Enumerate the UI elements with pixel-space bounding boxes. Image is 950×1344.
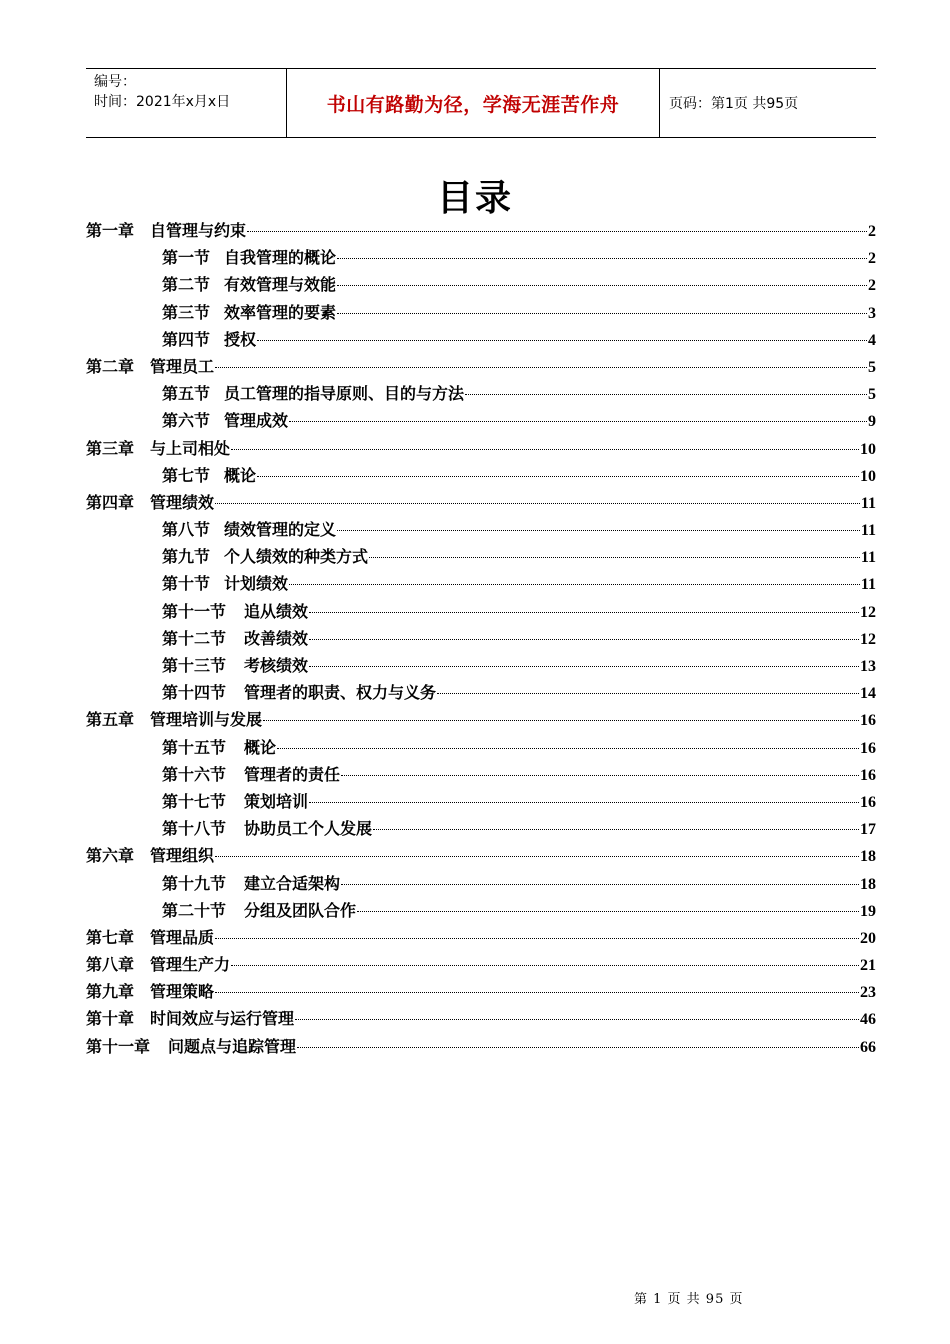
toc-section-entry[interactable] [86, 788, 876, 815]
toc-entry-page: 3 [868, 304, 876, 322]
toc-section-entry[interactable] [86, 897, 876, 924]
toc-section-entry[interactable] [86, 516, 876, 543]
toc-entry-page: 11 [860, 576, 876, 594]
toc-dot-leader [215, 503, 860, 504]
toc-dot-leader [437, 693, 859, 694]
toc-entry-page: 16 [860, 712, 876, 730]
toc-entry-title: 员工管理的指导原则、目的与方法 [224, 384, 465, 404]
toc-entry-page: 2 [868, 277, 876, 295]
toc-entry-number: 第二章 [86, 356, 135, 376]
toc-entry-title: 概论 [224, 465, 257, 485]
toc-dot-leader [231, 965, 859, 966]
toc-dot-leader [373, 829, 859, 830]
toc-entry-page: 5 [868, 358, 876, 376]
toc-section-entry[interactable] [86, 271, 876, 298]
toc-entry-title: 管理成效 [224, 411, 289, 431]
toc-dot-leader [215, 938, 859, 939]
toc-entry-number: 第五章 [86, 710, 135, 730]
toc-entry-page: 19 [860, 902, 876, 920]
header-page-info: 页码：第1页 共95页 [669, 96, 799, 112]
toc-entry-number: 第六章 [86, 846, 135, 866]
toc-entry-title: 分组及团队合作 [244, 900, 357, 920]
toc-chapter-entry[interactable] [86, 353, 876, 380]
toc-entry-title: 自我管理的概论 [224, 248, 337, 268]
toc-section-entry[interactable] [86, 761, 876, 788]
toc-entry-page: 21 [860, 957, 876, 975]
toc-chapter-entry[interactable] [86, 706, 876, 733]
toc-section-entry[interactable] [86, 815, 876, 842]
toc-chapter-entry[interactable] [86, 1005, 876, 1032]
toc-entry-number: 第十九节 [162, 873, 227, 893]
toc-dot-leader [215, 992, 859, 993]
toc-entry-title: 管理组织 [150, 846, 215, 866]
toc-section-entry[interactable] [86, 380, 876, 407]
header-table [86, 68, 876, 138]
toc-section-entry[interactable] [86, 598, 876, 625]
toc-entry-title: 协助员工个人发展 [244, 819, 373, 839]
toc-entry-page: 20 [860, 929, 876, 947]
toc-dot-leader [357, 911, 859, 912]
toc-entry-number: 第十节 [162, 574, 211, 594]
toc-entry-number: 第三章 [86, 438, 135, 458]
toc-dot-leader [297, 1047, 859, 1048]
header-meta [86, 69, 286, 137]
toc-entry-number: 第六节 [162, 411, 211, 431]
toc-entry-number: 第十六节 [162, 764, 227, 784]
toc-entry-title: 改善绩效 [244, 628, 309, 648]
toc-entry-number: 第十一章 [86, 1036, 151, 1056]
toc-entry-page: 2 [868, 250, 876, 268]
toc-dot-leader [309, 639, 859, 640]
toc-entry-page: 2 [868, 223, 876, 240]
toc-entry-title: 效率管理的要素 [224, 302, 337, 322]
toc-entry-number: 第十一节 [162, 601, 227, 621]
toc-entry-title: 个人绩效的种类方式 [224, 547, 369, 567]
toc-section-entry[interactable] [86, 407, 876, 434]
toc-entry-page: 11 [860, 494, 876, 512]
toc-chapter-entry[interactable] [86, 842, 876, 869]
toc-entry-number: 第一章 [86, 221, 135, 240]
toc-entry-page: 11 [860, 522, 876, 540]
toc-chapter-entry[interactable] [86, 951, 876, 978]
toc-entry-title: 追从绩效 [244, 601, 309, 621]
toc-chapter-entry[interactable] [86, 217, 876, 244]
toc-entry-title: 绩效管理的定义 [224, 520, 337, 540]
toc-entry-page: 4 [868, 331, 876, 349]
toc-entry-page: 14 [860, 685, 876, 703]
toc-chapter-entry[interactable] [86, 435, 876, 462]
toc-entry-number: 第五节 [162, 384, 211, 404]
toc-section-entry[interactable] [86, 462, 876, 489]
toc-entry-page: 16 [860, 793, 876, 811]
toc-entry-title: 管理绩效 [150, 492, 215, 512]
toc-entry-number: 第十章 [86, 1009, 135, 1029]
toc-entry-number: 第八章 [86, 955, 135, 975]
toc-dot-leader [337, 530, 860, 531]
toc-dot-leader [337, 258, 867, 259]
toc-entry-title: 管理品质 [150, 927, 215, 947]
toc-dot-leader [257, 476, 859, 477]
toc-entry-title: 时间效应与运行管理 [150, 1009, 295, 1029]
toc-section-entry[interactable] [86, 652, 876, 679]
toc-section-entry[interactable] [86, 299, 876, 326]
toc-entry-page: 10 [860, 440, 876, 458]
toc-entry-number: 第一节 [162, 248, 211, 268]
toc-chapter-entry[interactable] [86, 978, 876, 1005]
toc-section-entry[interactable] [86, 870, 876, 897]
toc-chapter-entry[interactable] [86, 924, 876, 951]
toc-entry-number: 第十二节 [162, 628, 227, 648]
toc-entry-page: 16 [860, 739, 876, 757]
toc-entry-title: 管理培训与发展 [150, 710, 263, 730]
toc-dot-leader [289, 584, 860, 585]
table-of-contents [86, 217, 876, 1060]
toc-entry-page: 18 [860, 848, 876, 866]
toc-entry-page: 66 [860, 1038, 876, 1056]
page-footer: 第 1 页 共 95 页 [634, 1292, 744, 1307]
toc-entry-page: 17 [860, 821, 876, 839]
toc-entry-page: 11 [860, 549, 876, 567]
toc-section-entry[interactable] [86, 734, 876, 761]
toc-entry-number: 第二十节 [162, 900, 227, 920]
toc-entry-number: 第十三节 [162, 656, 227, 675]
toc-dot-leader [309, 666, 859, 667]
toc-entry-title: 概论 [244, 737, 277, 757]
toc-entry-number: 第十四节 [162, 683, 227, 703]
toc-dot-leader [341, 884, 859, 885]
toc-entry-title: 管理生产力 [150, 955, 231, 975]
toc-entry-number: 第二节 [162, 275, 211, 295]
toc-dot-leader [337, 313, 867, 314]
toc-section-entry[interactable] [86, 543, 876, 570]
toc-dot-leader [309, 802, 859, 803]
toc-entry-number: 第七节 [162, 465, 211, 485]
toc-entry-number: 第九节 [162, 547, 211, 567]
toc-dot-leader [369, 557, 860, 558]
toc-section-entry[interactable] [86, 244, 876, 271]
toc-entry-title: 问题点与追踪管理 [168, 1036, 297, 1056]
toc-entry-title: 策划培训 [244, 791, 309, 811]
toc-entry-title: 有效管理与效能 [224, 275, 337, 295]
toc-dot-leader [215, 856, 859, 857]
toc-dot-leader [215, 367, 867, 368]
toc-entry-page: 10 [860, 467, 876, 485]
toc-entry-number: 第四章 [86, 492, 135, 512]
toc-entry-page: 9 [868, 413, 876, 431]
toc-entry-title: 计划绩效 [224, 574, 289, 594]
toc-dot-leader [231, 449, 859, 450]
toc-entry-page: 13 [860, 658, 876, 675]
toc-dot-leader [247, 231, 867, 232]
toc-entry-number: 第十七节 [162, 791, 227, 811]
toc-section-entry[interactable] [86, 625, 876, 652]
toc-dot-leader [465, 394, 867, 395]
toc-dot-leader [341, 775, 859, 776]
toc-dot-leader [257, 340, 867, 341]
toc-dot-leader [337, 285, 867, 286]
toc-entry-title: 管理者的职责、权力与义务 [244, 683, 437, 703]
toc-dot-leader [277, 748, 859, 749]
toc-entry-number: 第九章 [86, 982, 135, 1002]
toc-entry-page: 23 [860, 984, 876, 1002]
toc-entry-number: 第四节 [162, 329, 211, 349]
header-number-label: 编号： [94, 74, 136, 90]
toc-entry-number: 第八节 [162, 520, 211, 540]
header-time-label: 时间：2021年x月x日 [94, 94, 231, 110]
toc-dot-leader [295, 1019, 859, 1020]
toc-dot-leader [289, 421, 867, 422]
toc-section-entry[interactable] [86, 326, 876, 353]
toc-dot-leader [309, 612, 859, 613]
toc-entry-page: 16 [860, 766, 876, 784]
toc-entry-page: 46 [860, 1011, 876, 1029]
toc-entry-title: 自管理与约束 [150, 221, 247, 240]
toc-entry-number: 第七章 [86, 927, 135, 947]
toc-chapter-entry[interactable] [86, 1033, 876, 1060]
toc-section-entry[interactable] [86, 679, 876, 706]
toc-dot-leader [263, 720, 859, 721]
toc-entry-page: 12 [860, 603, 876, 621]
toc-entry-title: 与上司相处 [150, 438, 231, 458]
toc-entry-page: 18 [860, 875, 876, 893]
toc-entry-title: 管理员工 [150, 356, 215, 376]
toc-entry-title: 考核绩效 [244, 656, 309, 675]
toc-section-entry[interactable] [86, 570, 876, 597]
toc-entry-page: 5 [868, 386, 876, 404]
toc-entry-title: 管理者的责任 [244, 764, 341, 784]
toc-entry-title: 授权 [224, 329, 257, 349]
toc-entry-number: 第十五节 [162, 737, 227, 757]
header-motto: 书山有路勤为径，学海无涯苦作舟 [286, 69, 660, 137]
toc-chapter-entry[interactable] [86, 489, 876, 516]
toc-entry-title: 管理策略 [150, 982, 215, 1002]
toc-entry-number: 第三节 [162, 302, 211, 322]
toc-entry-page: 12 [860, 630, 876, 648]
toc-entry-number: 第十八节 [162, 819, 227, 839]
toc-entry-title: 建立合适架构 [244, 873, 341, 893]
page-title: 目录 [436, 178, 513, 219]
